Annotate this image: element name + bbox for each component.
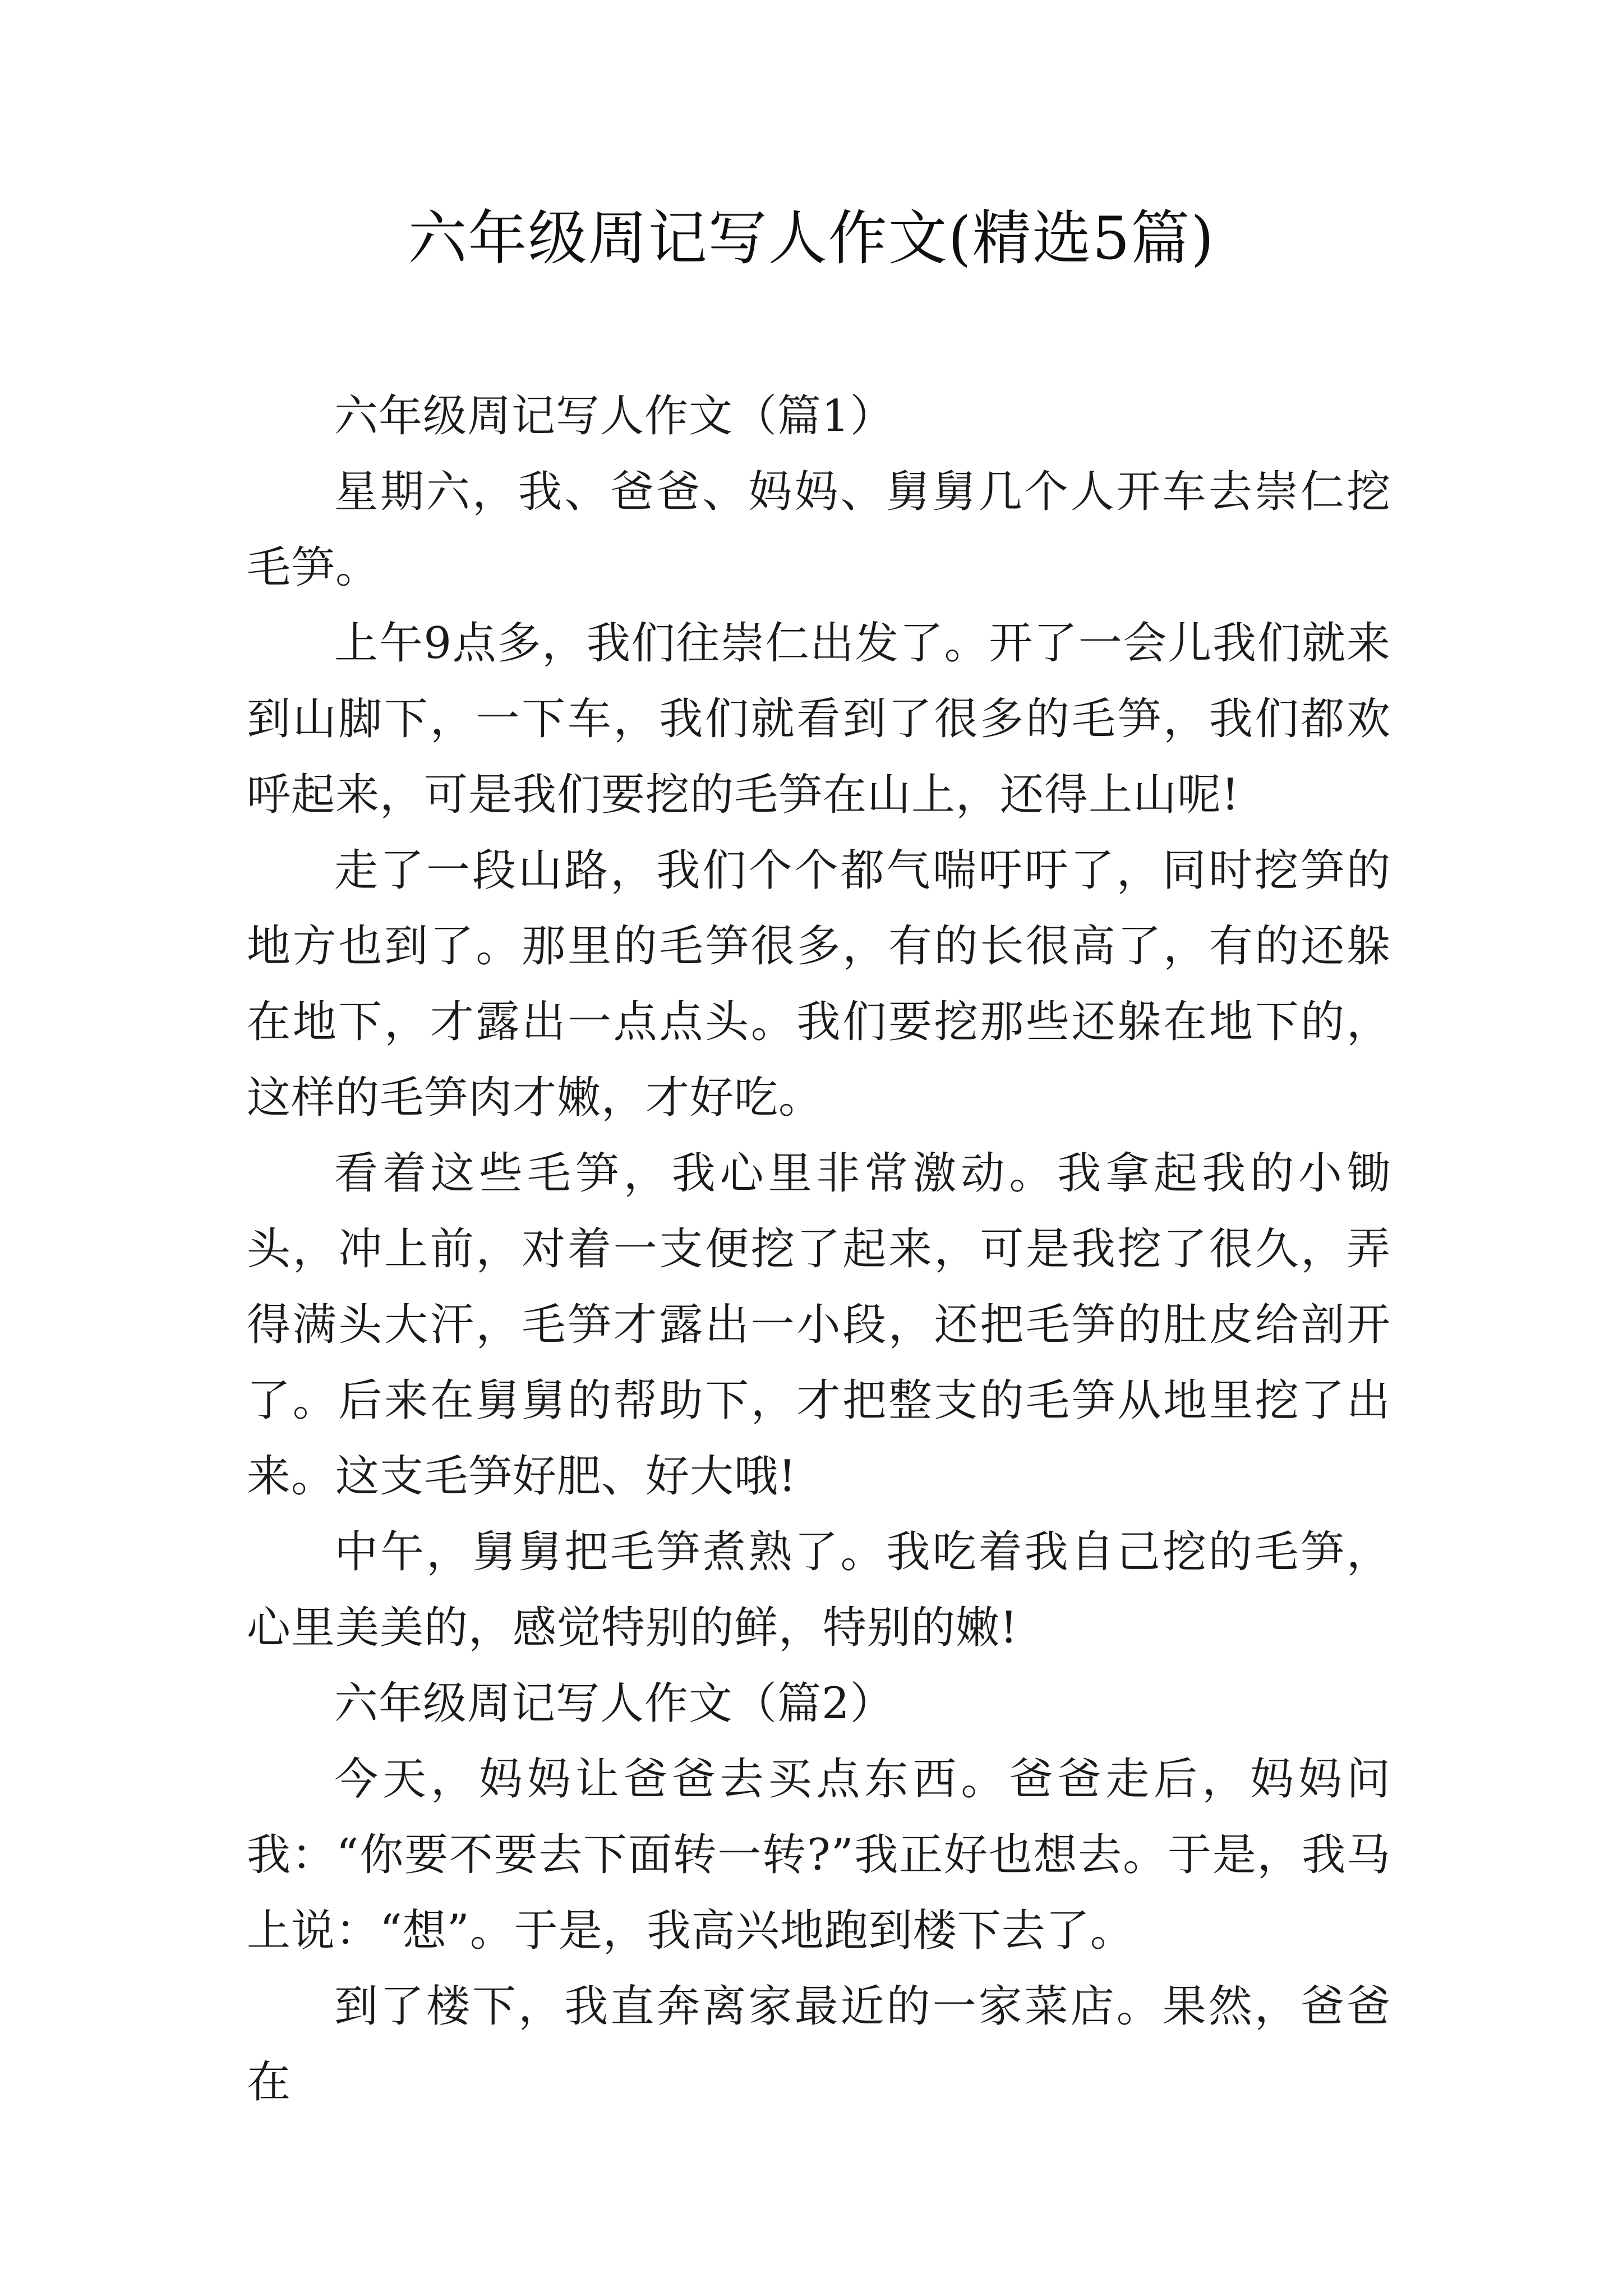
document-body [247,379,1391,2120]
paragraph: 星期六，我、爸爸、妈妈、舅舅几个人开车去崇仁挖毛笋。 [247,467,1391,593]
document-title: 六年级周记写人作文(精选5篇) [408,204,1215,273]
paragraph: 到了楼下，我直奔离家最近的一家菜店。果然，爸爸在 [247,1981,1391,2108]
paragraph: 看着这些毛笋，我心里非常激动。我拿起我的小锄头，冲上前，对着一支便挖了起来，可是我挖了很久，弄得满头大汗，毛笋才露出一小段，还把毛笋的肚皮给剖开了。后来在舅舅的帮助下，才把整支的毛笋从地里挖了出来。这支毛笋好肥、好大哦! [247,1148,1391,1502]
paragraph: 走了一段山路，我们个个都气喘吁吁了，同时挖笋的地方也到了。那里的毛笋很多，有的长很高了，有的还躲在地下，才露出一点点头。我们要挖那些还躲在地下的，这样的毛笋肉才嫩，才好吃。 [247,845,1391,1123]
paragraph: 上午9点多，我们往崇仁出发了。开了一会儿我们就来到山脚下，一下车，我们就看到了很多的毛笋，我们都欢呼起来，可是我们要挖的毛笋在山上，还得上山呢! [247,618,1391,820]
paragraph: 中午，舅舅把毛笋煮熟了。我吃着我自己挖的毛笋，心里美美的，感觉特别的鲜，特别的嫩! [247,1527,1391,1653]
section-heading-2: 六年级周记写人作文（篇2） [334,1678,895,1729]
section-heading-1: 六年级周记写人作文（篇1） [334,391,895,441]
paragraph: 今天，妈妈让爸爸去买点东西。爸爸走后，妈妈问我：“你要不要去下面转一转?”我正好也想去。于是，我马上说：“想”。于是，我高兴地跑到楼下去了。 [247,1754,1391,1956]
